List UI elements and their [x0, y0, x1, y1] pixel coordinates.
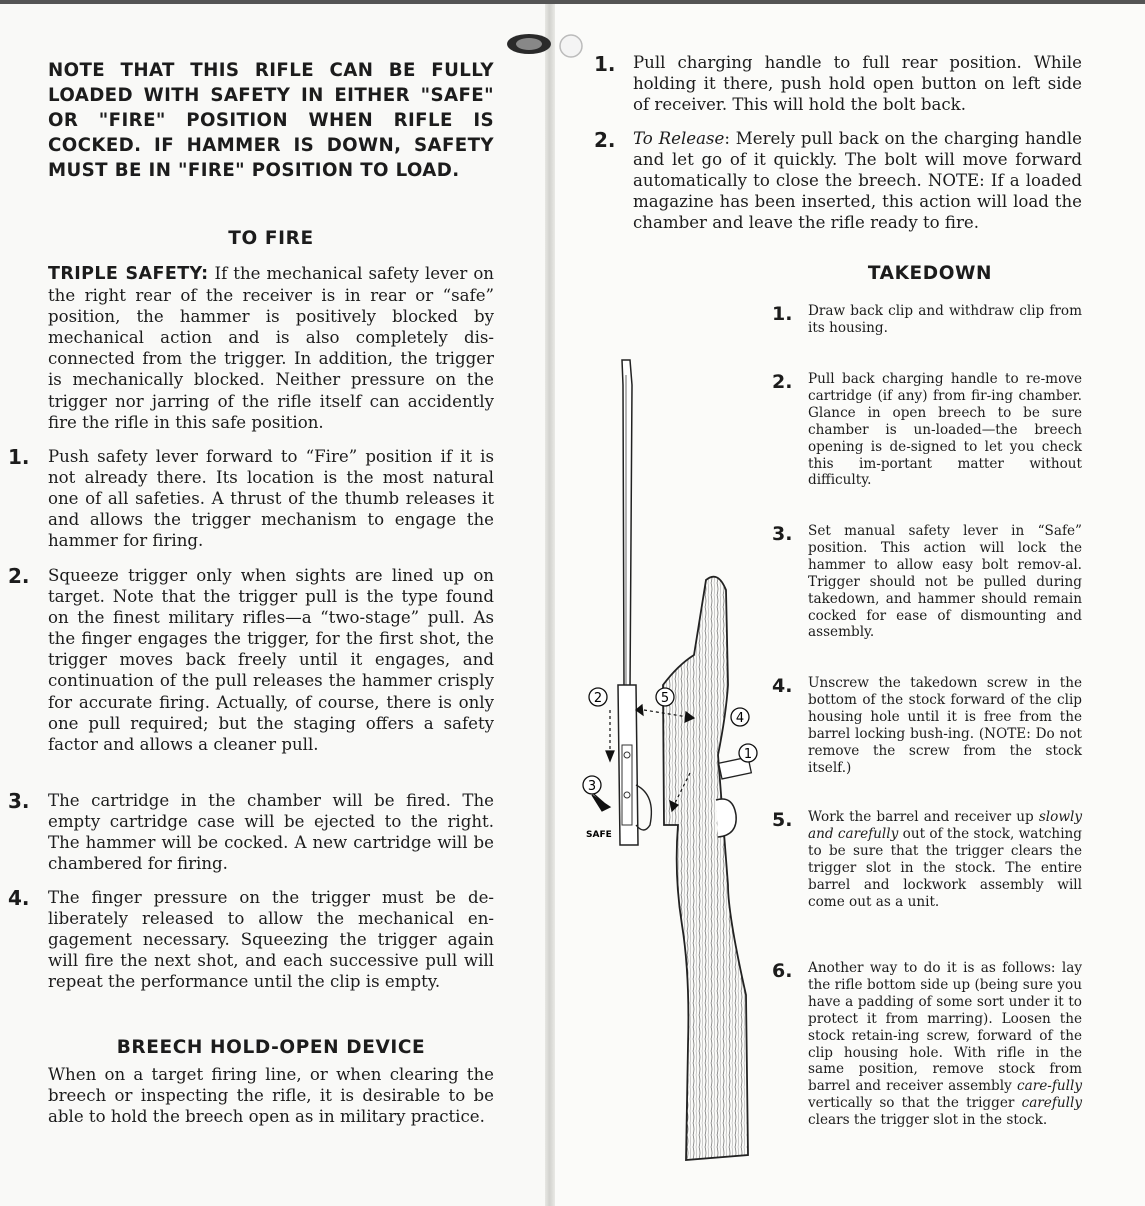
warning-line: OR "FIRE" POSITION WHEN RIFLE IS	[48, 110, 494, 131]
step-number: 1.	[594, 52, 616, 76]
page-gutter	[545, 0, 555, 1206]
step-number: 2.	[772, 371, 793, 393]
warning-line: LOADED WITH SAFETY IN EITHER "SAFE"	[48, 85, 494, 106]
callout-2	[589, 688, 607, 706]
takedown-step-6-text: clears the trigger slot in the stock.	[808, 1112, 1048, 1129]
takedown-step-5	[808, 809, 1082, 910]
warning-line: NOTE THAT THIS RIFLE CAN BE FULLY	[48, 60, 494, 81]
takedown-step-6-text: vertically so that the trigger	[808, 1095, 1022, 1112]
fire-step-4: The finger pressure on the trigger must be de-liberately released to allow the mechanical en-gagement necessary. Squeezing the trigger again will fire the next shot, and each successive pull will repeat the performance until the clip is empty.	[48, 888, 494, 992]
step-number: 3.	[772, 523, 793, 545]
step-number: 2.	[8, 564, 30, 588]
step-number: 4.	[8, 886, 30, 910]
top-edge-line	[0, 0, 1145, 4]
callout-label: 1	[743, 747, 753, 762]
wooden-stock-icon	[660, 577, 748, 1160]
rifle-takedown-illustration	[578, 355, 768, 1175]
callout-label: 5	[660, 691, 670, 706]
fire-step-1: Push safety lever forward to “Fire” position if it is not already there. Its location is the most natural one of all safeties. A thrust of the thumb releases it and allows the trigger mechanism to engage the hammer for firing.	[48, 447, 494, 551]
to-fire-heading: TO FIRE	[228, 228, 314, 249]
triple-safety-lead: TRIPLE SAFETY:	[48, 264, 209, 284]
takedown-step-6-pre: Another way to do it is as follows: lay the rifle bottom side up (being sure you have a padding of some sort under it to protect it from marring). Loosen the stock retain-ing screw, forward of the clip housing hole. With rifle in the same position, remove stock from barrel and receiver assembly	[808, 960, 1082, 1095]
triple-safety-paragraph	[48, 263, 494, 433]
takedown-step-1: Draw back clip and withdraw clip from its housing.	[808, 303, 1082, 336]
callout-label: 4	[735, 711, 745, 726]
step-number: 4.	[772, 675, 793, 697]
takedown-step-5-emphasis: slowly and carefully	[808, 809, 1082, 842]
breech-heading: BREECH HOLD-OPEN DEVICE	[116, 1037, 426, 1058]
takedown-step-6-emphasis: care-fully	[1016, 1078, 1082, 1095]
step-number: 5.	[772, 809, 793, 831]
takedown-step-6-emphasis: carefully	[1021, 1095, 1082, 1112]
takedown-step-5-text: out of the stock, watching to be sure that the trigger clears the trigger slot in the stock. The entire barrel and lockwork assembly will come out as a unit.	[808, 825, 1082, 910]
breech-intro: When on a target firing line, or when clearing the breech or inspecting the rifle, it is desirable to be able to hold the breech open as in military practice.	[48, 1065, 494, 1127]
step-number: 1.	[772, 303, 793, 325]
warning-line: COCKED. IF HAMMER IS DOWN, SAFETY	[48, 135, 494, 156]
loading-warning	[48, 58, 494, 183]
binder-rivet-icon	[503, 28, 583, 68]
takedown-step-4: Unscrew the takedown screw in the bottom of the stock forward of the clip housing hole until it is free from the barrel locking bush-ing. (NOTE: Do not remove the screw from the stock itself.)	[808, 675, 1082, 776]
callout-5	[656, 688, 674, 706]
step-number: 2.	[594, 128, 616, 152]
breech-step-2	[633, 128, 1082, 233]
takedown-step-6	[808, 960, 1082, 1129]
triple-safety-text: If the mechanical safety lever on the right rear of the receiver is in rear or “safe” position, the hammer is positively blocked by mechanical action and is also completely dis-connected from the trigger. In addition, the trigger is mechanically blocked. Neither pressure on the trigger nor jarring of the rifle itself can accidently fire the rifle in this safe position.	[48, 264, 494, 432]
callout-4	[731, 708, 749, 726]
takedown-step-5-pre: Work the barrel and receiver up	[808, 809, 1039, 825]
takedown-heading: TAKEDOWN	[867, 263, 993, 284]
warning-line: MUST BE IN "FIRE" POSITION TO LOAD.	[48, 160, 460, 181]
breech-step-2-text: : Merely pull back on the charging handle and let go of it quickly. The bolt will move forward automatically to close the breech. NOTE: If a loaded magazine has been inserted, this action will load the chamber and leave the rifle ready to fire.	[633, 129, 1082, 233]
callout-1	[739, 744, 757, 762]
callout-label: 2	[593, 691, 603, 706]
receiver-icon	[618, 685, 651, 845]
step-number: 6.	[772, 960, 793, 982]
to-release-lead: To Release	[633, 129, 725, 148]
barrel-icon	[622, 360, 632, 690]
takedown-step-2: Pull back charging handle to re-move cartridge (if any) from fir-ing chamber. Glance in open breech to be sure chamber is un-loaded—the breech opening is de-signed to let you check this im-portant matter without difficulty.	[808, 371, 1082, 489]
fire-step-3: The cartridge in the chamber will be fired. The empty cartridge case will be ejected to the right. The hammer will be cocked. A new cartridge will be chambered for firing.	[48, 791, 494, 874]
callout-label: 3	[587, 779, 597, 794]
step-number: 1.	[8, 445, 30, 469]
breech-step-1: Pull charging handle to full rear position. While holding it there, push hold open button on left side of receiver. This will hold the bolt back.	[633, 53, 1082, 115]
trigger-guard-icon	[716, 799, 736, 837]
takedown-step-3: Set manual safety lever in “Safe” position. This action will lock the hammer to allow easy bolt remov-al. Trigger should not be pulled during takedown, and hammer should remain cocked for ease of dismounting and assembly.	[808, 523, 1082, 641]
safe-label: SAFE	[586, 830, 612, 840]
callout-3	[583, 776, 601, 794]
step-number: 3.	[8, 789, 30, 813]
fire-step-2: Squeeze trigger only when sights are lined up on target. Note that the trigger pull is the type found on the finest military rifles—a “two-stage” pull. As the finger engages the trigger, for the first shot, the trigger moves back freely until it engages, and continuation of the pull releases the hammer crisply for accurate firing. Actually, of course, there is only one pull required; but the staging offers a safety factor and allows a cleaner pull.	[48, 566, 494, 754]
